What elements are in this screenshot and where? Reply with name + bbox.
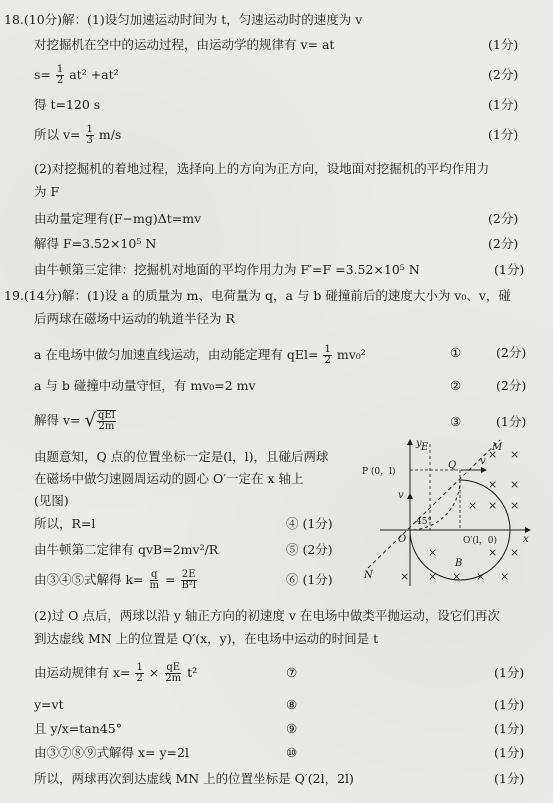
q19-line-5	[34, 410, 117, 432]
q19-line-9: 所以，R=l	[34, 516, 96, 531]
e-label: E	[421, 442, 429, 453]
q18-score-3: (1分)	[488, 97, 519, 112]
x-axis-label: x	[523, 534, 529, 545]
mark-6: ⑥ (1分)	[286, 572, 333, 587]
q19-line-16: 且 y/x=tan45°	[34, 721, 122, 736]
field-cross: ×	[488, 478, 498, 491]
q19-line-8: (见图)	[34, 493, 69, 508]
n-label: N	[364, 570, 373, 581]
q18-line-3	[34, 65, 119, 86]
circled-2: ②	[450, 378, 462, 393]
q18-line-10: 由牛顿第三定律：挖掘机对地面的平均作用力为 F′=F =3.52×10⁵ N	[34, 262, 420, 277]
field-cross: ×	[452, 570, 462, 583]
q19-line-13: 到达虚线 MN 上的位置是 Q′(x，y)，在电场中运动的时间是 t	[34, 631, 379, 646]
q19-line-18: 所以，两球再次到达虚线 MN 上的位置坐标是 Q′(2l，2l)	[34, 771, 354, 786]
q19-l3b: mv₀²	[336, 347, 366, 362]
p-label: P (0，l)	[362, 467, 396, 477]
field-cross: ×	[476, 570, 486, 583]
field-cross: ×	[428, 570, 438, 583]
q18-score-4: (1分)	[488, 127, 519, 142]
q19-score-5: (1分)	[494, 697, 525, 712]
frac-2e-b2l: $\frac{2E}{\text{B²l}}$	[181, 569, 197, 591]
frac-third: $\frac{1}{3}$	[86, 124, 93, 146]
b-label: B	[455, 558, 463, 569]
q19-line-3	[34, 345, 366, 366]
q19-line-1: 19.(14分)解：(1)设 a 的质量为 m、电荷量为 q，a 与 b 碰撞前后的速度大小为 v₀、v，碰	[4, 288, 511, 303]
q18-line-7: 为 F	[34, 184, 60, 199]
q19-l14a: 由运动规律有 x=	[34, 665, 131, 680]
q19-score-3: (1分)	[496, 414, 527, 429]
field-cross: ×	[488, 499, 498, 512]
frac-q-m: $\frac{q}{m}$	[149, 569, 159, 591]
q18-score-2: (2分)	[488, 67, 519, 82]
q19-score-7: (1分)	[494, 745, 525, 760]
q19-line-17: 由③⑦⑧⑨式解得 x= y=2l	[34, 745, 189, 760]
q19-score-1: (2分)	[496, 345, 527, 360]
q-label: Q	[448, 460, 457, 471]
q18-line-5	[34, 125, 121, 146]
circled-8: ⑧	[286, 697, 298, 712]
q19-line-7: 在磁场中做匀速圆周运动的圆心 O′一定在 x 轴上	[34, 471, 304, 486]
q19-l14c: t²	[187, 665, 198, 680]
q19-line-14	[34, 663, 197, 684]
center-label: O′(l，0)	[463, 536, 498, 546]
q18-line-1: 18.(10分)解：(1)设匀加速运动时间为 t，匀速运动时的速度为 v	[4, 12, 363, 27]
q19-line-6: 由题意知，Q 点的位置坐标一定是(l，l)，且碰后两球	[34, 449, 329, 464]
field-cross: ×	[468, 499, 478, 512]
q19-line-12: (2)过 O 点后，两球以沿 y 轴正方向的初速度 v 在电场中做类平抛运动，设它们再次	[34, 608, 500, 623]
v-label-o: v	[398, 490, 404, 501]
field-cross: ×	[500, 570, 510, 583]
q19-line-11	[34, 570, 198, 591]
q19-line-2: 后两球在磁场中运动的轨道半径为 R	[34, 311, 235, 326]
q18-line-4: 得 t=120 s	[34, 97, 101, 112]
q18-line-6: (2)对挖掘机的着地过程，选择向上的方向为正方向，设地面对挖掘机的平均作用力	[34, 161, 490, 176]
circled-1: ①	[450, 345, 462, 360]
q19-l5a: 解得 v=	[34, 412, 81, 428]
q19-line-15: y=vt	[34, 697, 64, 712]
mark-5: ⑤ (2分)	[286, 542, 333, 557]
circled-3: ③	[450, 414, 462, 429]
field-cross: ×	[510, 478, 520, 491]
circled-10: ⑩	[286, 745, 298, 760]
q18-score-6: (2分)	[488, 236, 519, 251]
q18-line-2: 对挖掘机在空中的运动过程，由运动学的规律有 v= at	[34, 37, 335, 52]
q18-score-1: (1分)	[488, 37, 519, 52]
q18-l5b: m/s	[98, 127, 122, 142]
frac-half-3: $\frac{1}{2}$	[136, 662, 143, 684]
field-cross: ×	[400, 570, 410, 583]
q18-score-5: (2分)	[488, 211, 519, 226]
field-cross: ×	[510, 499, 520, 512]
circled-7: ⑦	[286, 665, 298, 680]
q18-l5a: 所以 v=	[34, 127, 81, 142]
magnetic-field-figure	[360, 436, 535, 594]
q19-line-10: 由牛顿第二定律有 qvB=2mv²/R	[34, 542, 219, 557]
q19-l14b: ×	[148, 665, 160, 680]
m-label: M	[492, 442, 503, 453]
q18-l3a: s=	[34, 67, 51, 82]
q18-score-7: (1分)	[494, 262, 525, 277]
frac-qe-2m: $\frac{qE}{2m}$	[165, 662, 182, 684]
sqrt-fraction: $\frac{\text{qEl}}{2m}$	[97, 410, 115, 432]
field-cross: ×	[488, 546, 498, 559]
q18-l3b: at² +at²	[69, 67, 119, 82]
q19-score-6: (1分)	[494, 721, 525, 736]
v-label-q: v	[480, 456, 486, 467]
q18-line-8: 由动量定理有(F−mg)Δt=mv	[34, 211, 202, 226]
q19-l11b: =	[164, 572, 176, 587]
q19-l3a: a 在电场中做匀加速直线运动，由动能定理有 qEl=	[34, 347, 319, 362]
sqrt-expression	[85, 410, 117, 432]
q18-line-9: 解得 F=3.52×10⁵ N	[34, 236, 157, 251]
q19-score-2: (2分)	[496, 378, 527, 393]
frac-half: $\frac{1}{2}$	[56, 64, 64, 86]
circled-9: ⑨	[286, 721, 298, 736]
q19-l11a: 由③④⑤式解得 k=	[34, 572, 144, 587]
sqrt-sign: √	[84, 410, 96, 431]
field-cross: ×	[510, 448, 520, 461]
q19-score-4: (1分)	[494, 665, 525, 680]
mark-4: ④ (1分)	[286, 516, 333, 531]
q19-line-4: a 与 b 碰撞中动量守恒，有 mv₀=2 mv	[34, 378, 256, 393]
field-cross: ×	[488, 448, 498, 461]
angle-label: 45°	[416, 517, 432, 527]
q19-score-8: (1分)	[494, 771, 525, 786]
field-cross: ×	[510, 546, 520, 559]
y-axis-label: y	[416, 438, 422, 449]
origin-label: O	[398, 534, 407, 545]
field-cross: ×	[428, 546, 438, 559]
frac-half-2: $\frac{1}{2}$	[324, 344, 331, 366]
